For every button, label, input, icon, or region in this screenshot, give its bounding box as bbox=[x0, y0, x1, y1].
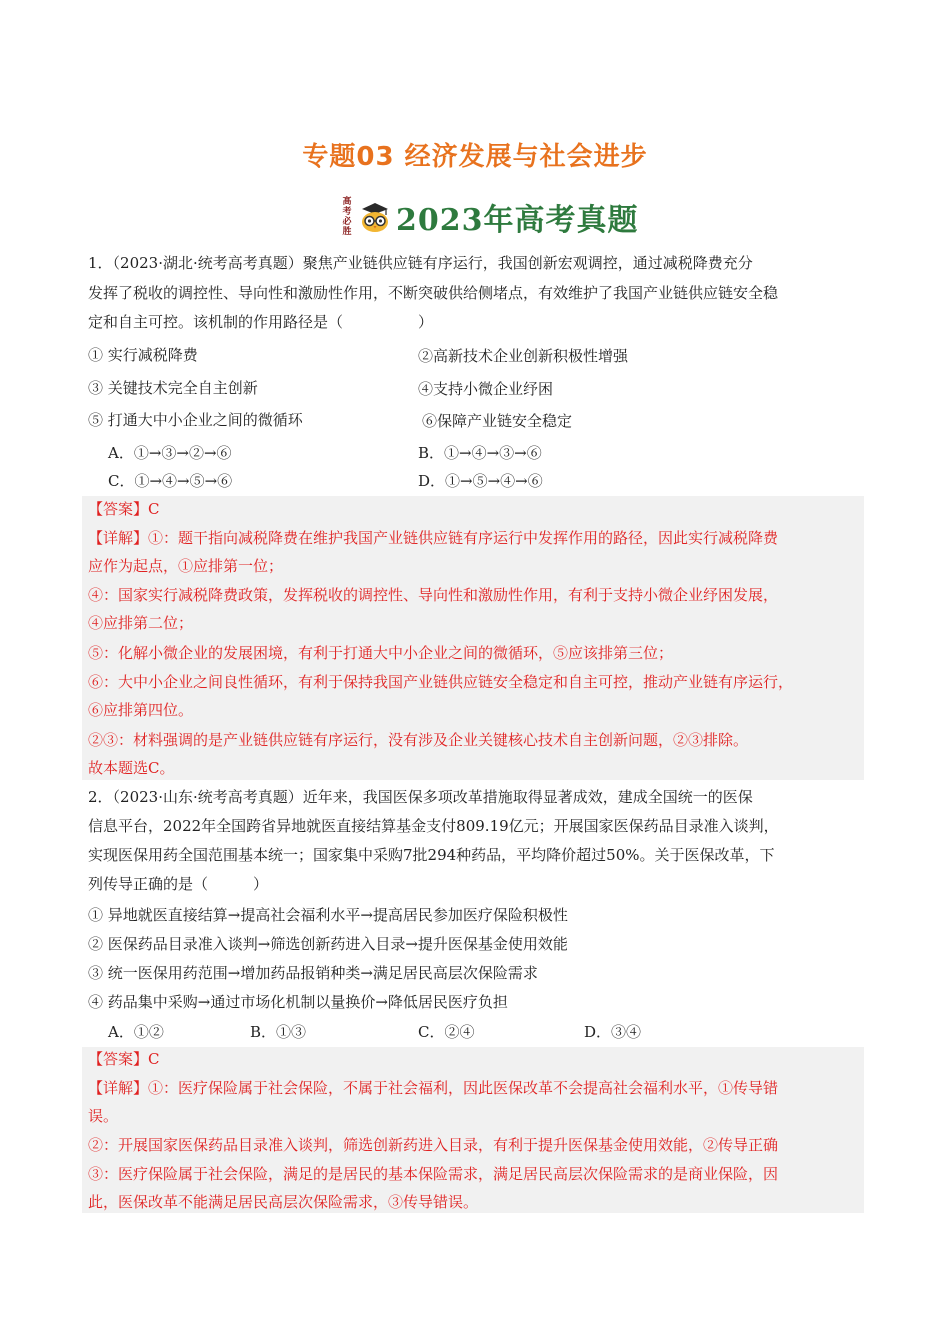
q1-option-b[interactable]: B．①→④→③→⑥ bbox=[418, 444, 542, 462]
seal-stamp: 高 考 必 胜 bbox=[342, 197, 352, 237]
q1-item-4: ④支持小微企业纾困 bbox=[418, 380, 554, 398]
q1-detail-line-7: ⑥应排第四位。 bbox=[88, 701, 194, 719]
detail-text: ①：题干指向减税降费在维护我国产业链供应链有序运行中发挥作用的路径，因此实行减税降费 bbox=[148, 529, 779, 547]
q1-item-2: ②高新技术企业创新积极性增强 bbox=[418, 347, 629, 365]
q2-detail-line-3: ②：开展国家医保药品目录准入谈判，筛选创新药进入目录，有利于提升医保基金使用效能，②传导正确 bbox=[88, 1136, 779, 1154]
q2-option-b[interactable]: B．①③ bbox=[250, 1023, 307, 1041]
q2-answer-box bbox=[82, 1047, 864, 1213]
q2-detail-line-4: ③：医疗保险属于社会保险，满足的是居民的基本保险需求，满足居民高层次保险需求的是商业保险，因 bbox=[88, 1165, 779, 1183]
q1-detail-line-4: ④应排第二位； bbox=[88, 614, 194, 632]
q2-item-3: ③ 统一医保用药范围→增加药品报销种类→满足居民高层次保险需求 bbox=[88, 964, 538, 982]
q2-item-1: ① 异地就医直接结算→提高社会福利水平→提高居民参加医疗保险积极性 bbox=[88, 906, 568, 924]
section-banner bbox=[340, 192, 639, 242]
q2-detail-line-5: 此，医保改革不能满足居民高层次保险需求，③传导错误。 bbox=[88, 1193, 479, 1211]
q1-detail-line-2: 应作为起点，①应排第一位； bbox=[88, 557, 284, 575]
q2-stem-line-2: 信息平台，2022年全国跨省异地就医直接结算基金支付809.19亿元；开展国家医保药品目录准入谈判， bbox=[88, 817, 779, 835]
q1-option-d[interactable]: D．①→⑤→④→⑥ bbox=[418, 472, 543, 490]
q1-detail-line-1 bbox=[88, 528, 778, 548]
q1-option-c[interactable]: C．①→④→⑤→⑥ bbox=[108, 472, 233, 490]
q1-detail-line-5: ⑤：化解小微企业的发展困境，有利于打通大中小企业之间的微循环，⑤应该排第三位； bbox=[88, 644, 674, 662]
q2-stem-line-3: 实现医保用药全国范围基本统一；国家集中采购7批294种药品，平均降价超过50%。关于医保改革，下 bbox=[88, 846, 775, 864]
q1-detail-line-3: ④：国家实行减税降费政策，发挥税收的调控性、导向性和激励性作用，有利于支持小微企业纾困发展， bbox=[88, 586, 779, 604]
q1-detail-line-6: ⑥：大中小企业之间良性循环，有利于保持我国产业链供应链安全稳定和自主可控，推动产业链有序运行， bbox=[88, 673, 794, 691]
q1-stem-line-2: 发挥了税收的调控性、导向性和激励性作用，不断突破供给侧堵点，有效维护了我国产业链供应链安全稳 bbox=[88, 284, 779, 302]
page-title: 专题03 经济发展与社会进步 bbox=[302, 142, 648, 172]
q1-stem-line-3: 定和自主可控。该机制的作用路径是（ ） bbox=[88, 313, 434, 331]
q2-detail-line-1 bbox=[88, 1078, 778, 1098]
q1-item-5: ⑤ 打通大中小企业之间的微循环 bbox=[88, 411, 303, 429]
q2-option-a[interactable]: A．①② bbox=[108, 1023, 164, 1041]
q1-stem-line-1: 1．（2023·湖北·统考高考真题）聚焦产业链供应链有序运行，我国创新宏观调控，通过减税降费充分 bbox=[88, 254, 753, 272]
q1-option-a[interactable]: A．①→③→②→⑥ bbox=[108, 444, 232, 462]
detail-label: 【详解】 bbox=[88, 1079, 149, 1097]
detail-text: ①：医疗保险属于社会保险，不属于社会福利，因此医保改革不会提高社会福利水平，①传导错 bbox=[148, 1079, 779, 1097]
q1-item-1: ① 实行减税降费 bbox=[88, 346, 198, 364]
q1-item-3: ③ 关键技术完全自主创新 bbox=[88, 379, 258, 397]
answer-value: C bbox=[148, 500, 160, 518]
q2-stem-line-1: 2．（2023·山东·统考高考真题）近年来，我国医保多项改革措施取得显著成效，建成全国统一的医保 bbox=[88, 788, 753, 806]
q1-answer bbox=[88, 499, 160, 519]
q1-detail-line-9: 故本题选C。 bbox=[88, 759, 175, 777]
q1-item-6: ⑥保障产业链安全稳定 bbox=[422, 412, 573, 430]
banner-title: 2023年高考真题 bbox=[396, 203, 639, 238]
q2-option-d[interactable]: D．③④ bbox=[584, 1023, 642, 1041]
answer-label: 【答案】 bbox=[88, 500, 149, 518]
q2-item-4: ④ 药品集中采购→通过市场化机制以量换价→降低居民医疗负担 bbox=[88, 993, 508, 1011]
q2-option-c[interactable]: C．②④ bbox=[418, 1023, 475, 1041]
q1-detail-line-8: ②③：材料强调的是产业链供应链有序运行，没有涉及企业关键核心技术自主创新问题，②③排除。 bbox=[88, 731, 749, 749]
detail-label: 【详解】 bbox=[88, 529, 149, 547]
owl-scholar-icon bbox=[358, 200, 392, 234]
q2-answer bbox=[88, 1049, 160, 1069]
q2-detail-line-2: 误。 bbox=[88, 1107, 119, 1125]
q2-item-2: ② 医保药品目录准入谈判→筛选创新药进入目录→提升医保基金使用效能 bbox=[88, 935, 568, 953]
answer-label: 【答案】 bbox=[88, 1050, 149, 1068]
q2-stem-line-4: 列传导正确的是（ ） bbox=[88, 875, 269, 893]
answer-value: C bbox=[148, 1050, 160, 1068]
